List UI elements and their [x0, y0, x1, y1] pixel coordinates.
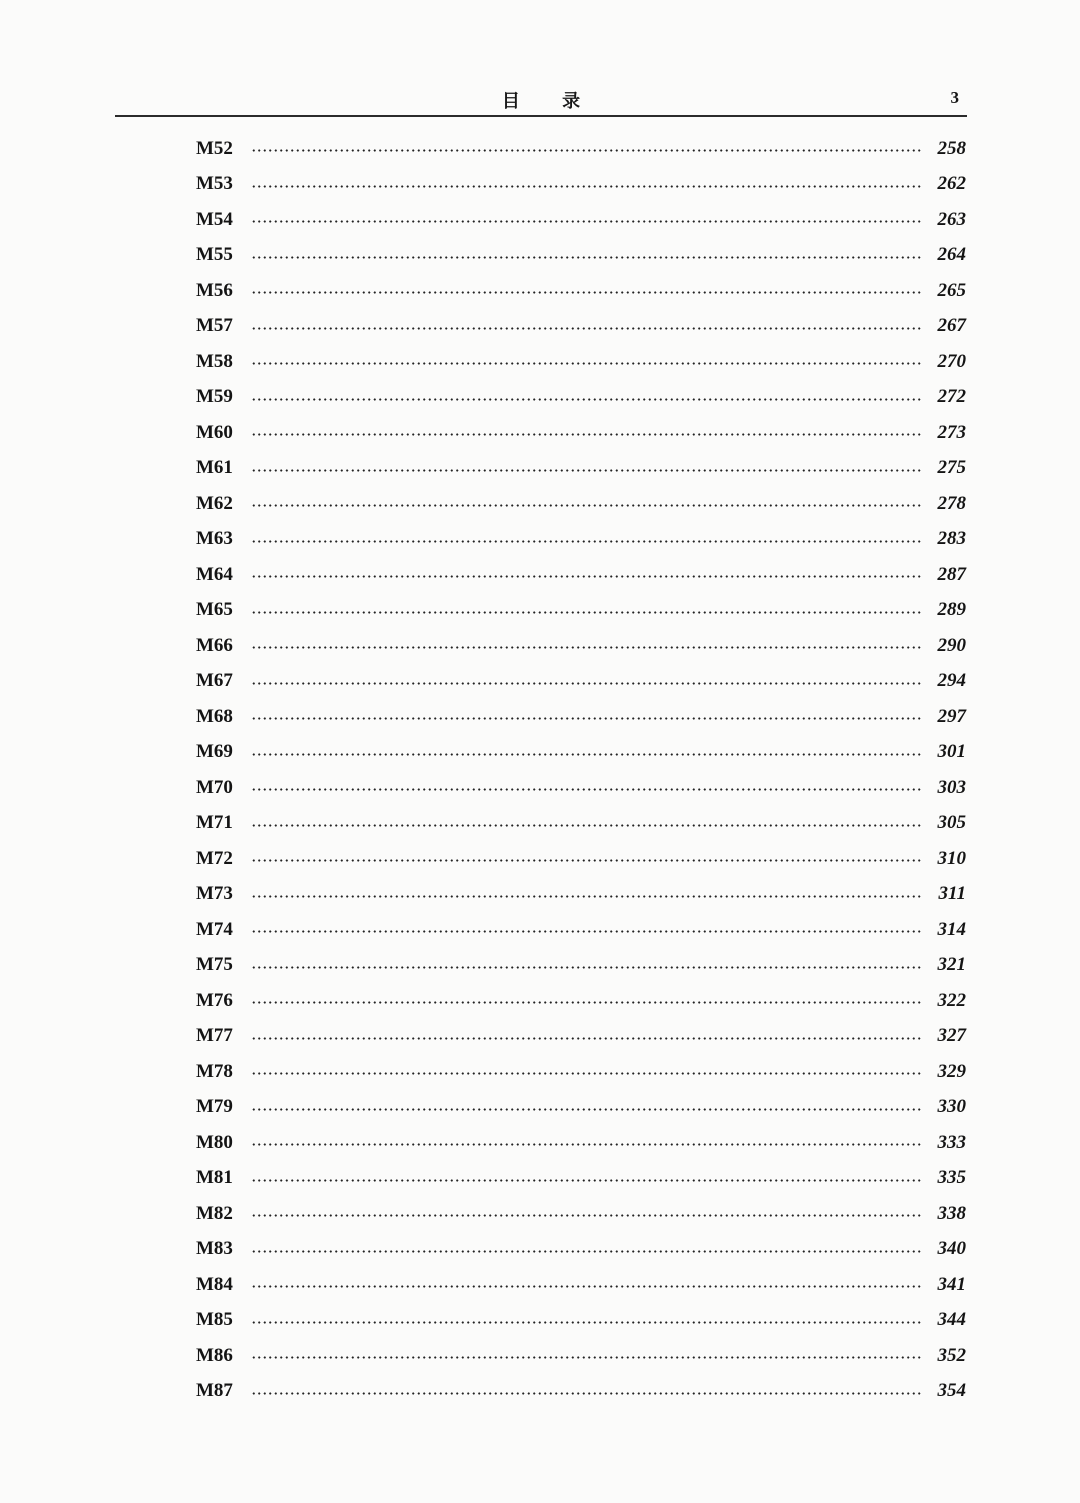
dot-leader	[251, 611, 922, 614]
toc-entry	[196, 1054, 966, 1090]
toc-entry	[196, 699, 966, 735]
dot-leader	[251, 256, 922, 259]
dot-leader	[251, 717, 922, 720]
toc-entry	[196, 770, 966, 806]
dot-leader	[251, 930, 922, 933]
toc-entry-label: M58	[196, 350, 233, 372]
toc-entry	[196, 1090, 966, 1126]
toc-entry	[196, 451, 966, 487]
dot-leader	[251, 469, 922, 472]
toc-entry	[196, 877, 966, 913]
toc-entry	[196, 1019, 966, 1055]
toc-entry	[196, 202, 966, 238]
toc-entry-page-number: 290	[937, 634, 966, 656]
toc-entry-page-number: 310	[937, 847, 966, 869]
toc-entry-page-number: 264	[937, 244, 966, 266]
toc-entry-label: M57	[196, 315, 233, 337]
toc-entry	[196, 522, 966, 558]
toc-entry	[196, 131, 966, 167]
toc-entry	[196, 557, 966, 593]
toc-entry	[196, 593, 966, 629]
dot-leader	[251, 1179, 922, 1182]
toc-entry	[196, 486, 966, 522]
dot-leader	[251, 824, 922, 827]
toc-entry-label: M69	[196, 741, 233, 763]
toc-entry	[196, 344, 966, 380]
toc-entry-label: M54	[196, 208, 233, 230]
dot-leader	[251, 1072, 922, 1075]
toc-entry-page-number: 303	[937, 776, 966, 798]
toc-entry-label: M62	[196, 492, 233, 514]
toc-entry	[196, 238, 966, 274]
toc-entry	[196, 1303, 966, 1339]
dot-leader	[251, 220, 922, 223]
toc-entry-label: M86	[196, 1344, 233, 1366]
toc-entry-page-number: 301	[937, 741, 966, 763]
toc-entry	[196, 983, 966, 1019]
toc-entry	[196, 664, 966, 700]
toc-entry-page-number: 314	[937, 918, 966, 940]
toc-entry-page-number: 329	[937, 1060, 966, 1082]
toc-entry-page-number: 289	[937, 599, 966, 621]
toc-entry	[196, 167, 966, 203]
dot-leader	[251, 433, 922, 436]
toc-entry	[196, 415, 966, 451]
toc-entry-label: M59	[196, 386, 233, 408]
dot-leader	[251, 291, 922, 294]
toc-entry-page-number: 333	[937, 1131, 966, 1153]
toc-entry-page-number: 294	[937, 670, 966, 692]
toc-entry	[196, 1232, 966, 1268]
toc-entry-label: M61	[196, 457, 233, 479]
toc-entry-page-number: 263	[937, 208, 966, 230]
toc-entry-label: M56	[196, 279, 233, 301]
dot-leader	[251, 504, 922, 507]
toc-entry-label: M83	[196, 1238, 233, 1260]
toc-entry-page-number: 344	[937, 1309, 966, 1331]
toc-entry-label: M65	[196, 599, 233, 621]
toc-entry	[196, 1161, 966, 1197]
dot-leader	[251, 682, 922, 685]
toc-entry-page-number: 330	[937, 1096, 966, 1118]
page-number: 3	[950, 88, 959, 107]
header-rule	[115, 115, 967, 117]
toc-entry	[196, 1267, 966, 1303]
toc-entry-label: M53	[196, 173, 233, 195]
toc-entry-label: M77	[196, 1025, 233, 1047]
dot-leader	[251, 646, 922, 649]
dot-leader	[251, 753, 922, 756]
dot-leader	[251, 966, 922, 969]
dot-leader	[251, 1143, 922, 1146]
dot-leader	[251, 1214, 922, 1217]
toc-entry-label: M72	[196, 847, 233, 869]
toc-entry-page-number: 305	[937, 812, 966, 834]
toc-entry-page-number: 338	[937, 1202, 966, 1224]
toc-entry-page-number: 258	[937, 137, 966, 159]
toc-entry-page-number: 287	[937, 563, 966, 585]
toc-entry-label: M63	[196, 528, 233, 550]
toc-entry-label: M73	[196, 883, 233, 905]
dot-leader	[251, 398, 922, 401]
toc-entry	[196, 628, 966, 664]
toc-entry-page-number: 335	[937, 1167, 966, 1189]
toc-entry	[196, 1338, 966, 1374]
dot-leader	[251, 859, 922, 862]
dot-leader	[251, 362, 922, 365]
toc-entry-label: M67	[196, 670, 233, 692]
toc-entry-label: M55	[196, 244, 233, 266]
page-header	[115, 86, 967, 116]
toc-entry-label: M52	[196, 137, 233, 159]
dot-leader	[251, 1356, 922, 1359]
toc-entry-page-number: 341	[937, 1273, 966, 1295]
toc-entry-label: M74	[196, 918, 233, 940]
toc-entry	[196, 912, 966, 948]
toc-entry	[196, 806, 966, 842]
toc-entry-page-number: 354	[937, 1380, 966, 1402]
toc-entry-page-number: 278	[937, 492, 966, 514]
toc-entry-page-number: 270	[937, 350, 966, 372]
toc-entry-label: M85	[196, 1309, 233, 1331]
toc-entry-page-number: 283	[937, 528, 966, 550]
toc-entry-label: M66	[196, 634, 233, 656]
toc-entry-page-number: 321	[937, 954, 966, 976]
toc-entry-page-number: 273	[937, 421, 966, 443]
toc-entry-label: M87	[196, 1380, 233, 1402]
toc-entry	[196, 273, 966, 309]
dot-leader	[251, 1285, 922, 1288]
toc-entry-page-number: 322	[937, 989, 966, 1011]
toc-entry-label: M79	[196, 1096, 233, 1118]
dot-leader	[251, 540, 922, 543]
dot-leader	[251, 895, 922, 898]
toc-entry-label: M82	[196, 1202, 233, 1224]
toc-entry	[196, 1374, 966, 1410]
toc-entry-label: M71	[196, 812, 233, 834]
toc-entry-label: M75	[196, 954, 233, 976]
toc-entry-page-number: 262	[937, 173, 966, 195]
dot-leader	[251, 1037, 922, 1040]
dot-leader	[251, 149, 922, 152]
toc-entry-page-number: 340	[937, 1238, 966, 1260]
toc-entry-label: M80	[196, 1131, 233, 1153]
dot-leader	[251, 1108, 922, 1111]
toc-entry-label: M84	[196, 1273, 233, 1295]
toc-entry-page-number: 327	[937, 1025, 966, 1047]
dot-leader	[251, 1392, 922, 1395]
toc-entry	[196, 735, 966, 771]
table-of-contents	[196, 131, 966, 1409]
dot-leader	[251, 575, 922, 578]
dot-leader	[251, 327, 922, 330]
toc-entry-label: M60	[196, 421, 233, 443]
toc-entry	[196, 1125, 966, 1161]
toc-entry	[196, 380, 966, 416]
dot-leader	[251, 1001, 922, 1004]
toc-entry	[196, 309, 966, 345]
toc-entry-page-number: 265	[937, 279, 966, 301]
toc-entry-page-number: 297	[937, 705, 966, 727]
toc-entry-page-number: 275	[937, 457, 966, 479]
toc-entry	[196, 1196, 966, 1232]
dot-leader	[251, 185, 922, 188]
page-title: 目 录	[501, 91, 599, 112]
toc-entry-label: M68	[196, 705, 233, 727]
toc-entry-label: M70	[196, 776, 233, 798]
dot-leader	[251, 788, 922, 791]
dot-leader	[251, 1250, 922, 1253]
toc-entry-page-number: 272	[937, 386, 966, 408]
toc-entry	[196, 948, 966, 984]
toc-entry-page-number: 267	[937, 315, 966, 337]
toc-entry-label: M64	[196, 563, 233, 585]
toc-entry	[196, 841, 966, 877]
toc-entry-page-number: 311	[938, 883, 966, 905]
toc-entry-label: M78	[196, 1060, 233, 1082]
dot-leader	[251, 1321, 922, 1324]
toc-entry-label: M81	[196, 1167, 233, 1189]
toc-entry-label: M76	[196, 989, 233, 1011]
toc-entry-page-number: 352	[937, 1344, 966, 1366]
